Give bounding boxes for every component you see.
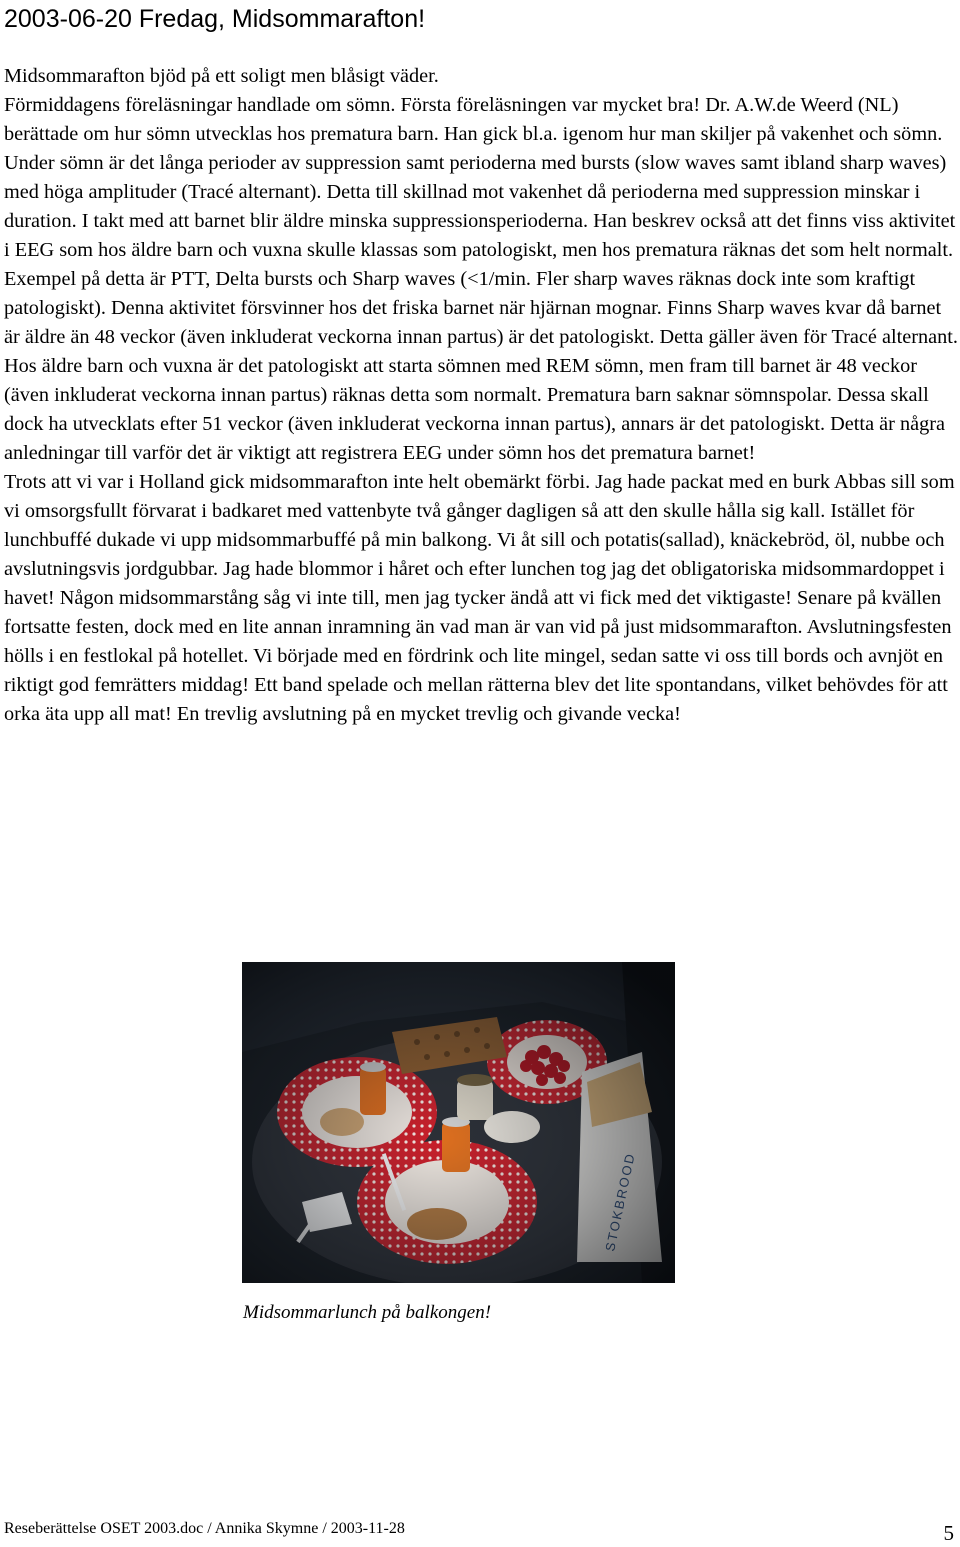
page-number: 5 <box>943 1521 954 1545</box>
body-text <box>4 62 958 729</box>
paragraph-weather: Midsommarafton bjöd på ett soligt men blåsigt väder. <box>4 65 439 87</box>
footer-document-info: Reseberättelse OSET 2003.doc / Annika Skymne / 2003-11-28 <box>4 1520 405 1537</box>
midsummer-lunch-photo <box>242 962 675 1283</box>
photo-illustration <box>242 962 675 1283</box>
page-heading: 2003-06-20 Fredag, Midsommarafton! <box>4 5 426 33</box>
photo-caption: Midsommarlunch på balkongen! <box>243 1302 492 1323</box>
paragraph-midsummer: Trots att vi var i Holland gick midsommarafton inte helt obemärkt förbi. Jag hade packat med en burk Abbas sill som vi omsorgsfullt förvarat i badkaret med vattenbyte två gånger dagligen så att den skulle hålla sig kall. Istället för lunchbuffé dukade vi upp midsommarbuffé på min balkong. Vi åt sill och potatis(sallad), knäckebröd, öl, nubbe och avslutningsvis jordgubbar. Jag hade blommor i håret och efter lunchen tog jag det obligatoriska midsommardoppet i havet! Någon midsommarstång såg vi inte till, men jag tycker ändå att vi fick med det viktigaste! Senare på kvällen fortsatte festen, dock med en lite annan inramning än vad man är van vid på just midsommarafton. Avslutningsfesten hölls i en festlokal på hotellet. Vi började med en fördrink och lite mingel, sedan satte vi oss till bords och avnjöt en riktigt god femrätters middag! Ett band spelade och mellan rätterna blev det lite spontandans, vilket behövdes för att orka äta upp all mat! En trevlig avslutning på en mycket trevlig och givande vecka! <box>4 471 955 725</box>
paragraph-lectures: Förmiddagens föreläsningar handlade om sömn. Första föreläsningen var mycket bra! Dr. A.W.de Weerd (NL) berättade om hur sömn utvecklas hos prematura barn. Han gick bl.a. igenom hur man skiljer på vakenhet och sömn. Under sömn är det långa perioder av suppression samt perioderna med bursts (slow waves samt ibland sharp waves) med höga amplituder (Tracé alternant). Detta till skillnad mot vakenhet då perioderna med suppression minskar i duration. I takt med att barnet blir äldre minska suppressionsperioderna. Han beskrev också att det finns viss aktivitet i EEG som hos äldre barn och vuxna skulle klassas som patologiskt, men hos prematura räknas det som helt normalt. Exempel på detta är PTT, Delta bursts och Sharp waves (<1/min. Fler sharp waves räknas dock inte som kraftigt patologiskt). Denna aktivitet försvinner hos det friska barnet när hjärnan mognar. Finns Sharp waves kvar då barnet är äldre än 48 veckor (även inkluderat veckorna innan partus) är det patologiskt. Detta gäller även för Tracé alternant. Hos äldre barn och vuxna är det patologiskt att starta sömnen med REM sömn, men fram till barnet är 48 veckor (även inkluderat veckorna innan partus) räknas detta som normalt. Prematura barn saknar sömnspolar. Dessa skall dock ha utvecklats efter 51 veckor (även inkluderat veckorna innan partus), annars är det patologiskt. Detta är några anledningar till varför det är viktigt att registrera EEG under sömn hos det prematura barnet! <box>4 94 958 464</box>
